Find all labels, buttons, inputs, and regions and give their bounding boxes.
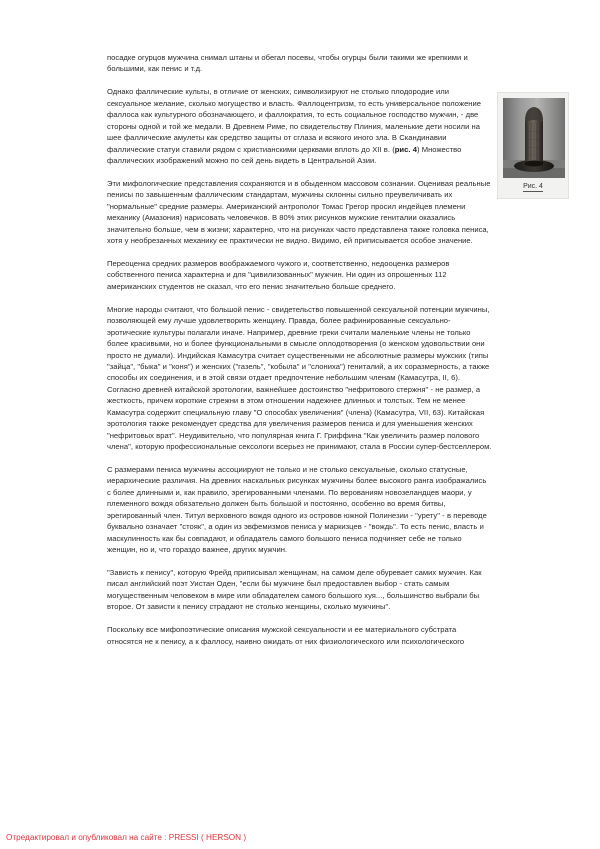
paragraph-2-prefix: Однако фаллические культы, в отличие от женских, символизируют не столько плодородие или сексуальное желание, сколько могущество и власть. Фаллоцентризм, то есть универсальное положение фаллоса как культурного обозначающего, и фаллократия, то есть социальное господство мужчин, - две стороны одной и той же медали. В Древнем Риме, по свидетельству Плиния, маленькие дети носили на шее фаллические амулеты как средство защиты от сглаза и всякого иного зла. В Скандинавии фаллические статуи ставили рядом с христианскими церквами вплоть до XII в. ( — [107, 87, 482, 154]
statue-illustration — [503, 98, 565, 178]
paragraph-3: Эти мифологические представления сохраняются и в обыденном массовом сознании. Оценивая реальные пенисы по завышенным фаллическим стандартам, мужчины склонны сильно преувеличивать их "нормальные" средние размеры. Американский антрополог Томас Грегор просил индейцев племени механику (Амазония) нарисовать человечков. В 80% этих рисунков мужские гениталии оказались значительно больше, чем в жизни; характерно, что на рисунках часто представлена также головка пениса, хотя у необрезанных механику ее практически не видно. Видимо, ей приписывается особое значение. — [107, 178, 491, 246]
figure-caption — [503, 182, 563, 191]
figure-caption-label: Рис. 4 — [523, 183, 543, 190]
paragraph-7: "Зависть к пенису", которую Фрейд приписывал женщинам, на самом деле обуревает самих мужчин. Как писал английский поэт Уистан Оден, "если бы мужчине был предоставлен выбор - стать самым могущественным человеком в мире или обладателем самого большого хуя..., большинство выбрали бы второе. От зависти к пенису страдают не столько женщины, сколько мужчины". — [107, 568, 482, 612]
document-body — [107, 52, 492, 659]
paragraph-2-suffix: ) Множество фаллических изображений можно по сей день видеть в Центральной Азии. — [107, 144, 462, 166]
paragraph-5: Многие народы считают, что большой пенис - свидетельство повышенной сексуальной потенции мужчины, позволяющей ему лучше удовлетворить женщину. Правда, более рафинированные сексуально-эротические культуры полагали иначе. Например, древние греки считали маленькие члены не только более красивыми, но и более функциональными в смысле оплодотворения (о женском удовольствии они просто не думали). Индийская Камасутра считает существенными не абсолютные размеры мужских (типы "зайца", "быка" и "коня") и женских ("газель", "кобыла" и "слониха") гениталий, а их соразмерность, а также способы их соединения, и в этой связи отдает предпочтение небольшим членам (Камасутра, II, 6). Согласно древней китайской эротологии, важнейшее достоинство "нефритового стержня" - не размер, а жесткость, причем короткие стрежни в этом отношении надежнее длинных и толстых. Тем не менее Камасутра содержит специальную главу "О способах увеличения" (члена) (Камасутра, VII, 63). Китайская эротология также рекомендует средства для увеличения размеров пениса и для уменьшения женских "нефритовых врат". Неудивительно, что популярная книга Г. Гриффина "Как увеличить размер полового члена", которую профессиональные сексологи всерьез не принимают, стала в России супер-бестселлером. — [107, 304, 492, 452]
figure-reference-bold: рис. 4 — [394, 144, 417, 154]
paragraph-6: С размерами пениса мужчины ассоциируют не только и не столько сексуальные, сколько статусные, иерархические различия. На древних наскальных рисунках мужчины более высокого ранга изображались с более длинными и, как правило, эрегированными членами. По верованиям новозеландцев маори, у племенного вождя обязательно должен быть большой и постоянно, особенно во время битвы, эрегированный член. Титул верховного вождя одного из островов южной Полинезии - "урету" - в переводе буквально означает "стояк", а один из эвфемизмов пениса у маркизцев - "вождь". То есть пенис, власть и маскулинность как бы совпадают, и обладатель самого большого пениса подчиняет себе не только женщин, но и, что гораздо важнее, других мужчин. — [107, 465, 487, 555]
phallic-statue-photo — [503, 98, 565, 178]
paragraph-4: Переоценка средних размеров воображаемого чужого и, соответственно, недооценка размеров собственного пениса характерна и для "цивилизованных" мужчин. Ни один из опрошенных 112 американских студентов не сказал, что его пенис значительно больше среднего. — [107, 258, 450, 291]
paragraph-1: посадке огурцов мужчина снимал штаны и обегал посевы, чтобы огурцы были такими же крепкими и большими, как пенис и т.д. — [107, 53, 468, 74]
paragraph-8: Поскольку все мифопоэтические описания мужской сексуальности и ее материального субстрата относятся не к пенису, а к фаллосу, наивно ожидать от них физиологического или психологического — [107, 625, 465, 646]
figure-4 — [497, 92, 569, 199]
footer-credit: Отредактировал и опубликовал на сайте : PRESSI ( HERSON ) — [6, 833, 247, 842]
paragraph-2 — [107, 86, 492, 166]
